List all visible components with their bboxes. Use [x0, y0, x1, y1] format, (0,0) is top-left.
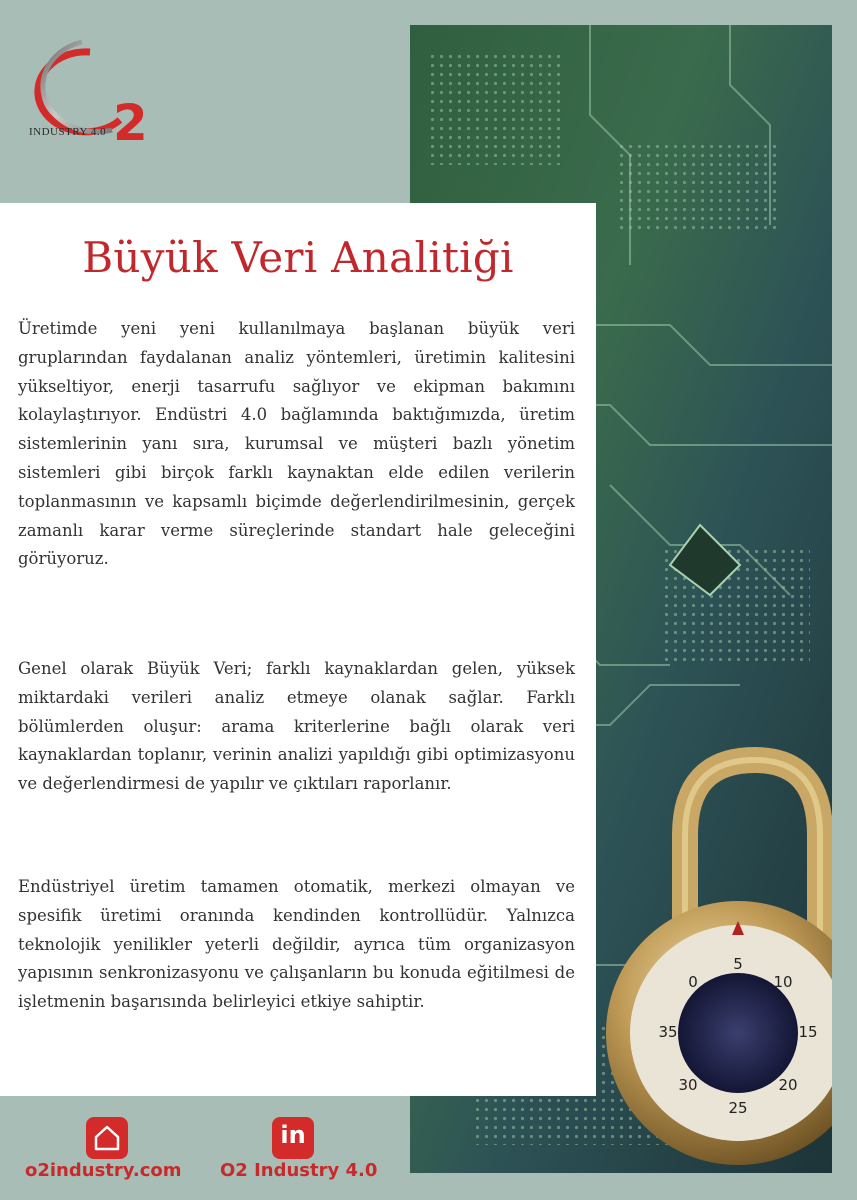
o2-industry-logo — [20, 30, 160, 150]
dial-number-20: 20 — [778, 1076, 798, 1094]
linkedin-glyph: in — [280, 1121, 306, 1149]
article-paragraph-2: Genel olarak Büyük Veri; farklı kaynaklardan gelen, yüksek miktardaki verileri analiz etmeye olanak sağlar. Farklı bölümlerden oluşur: arama kriterlerine bağlı olarak veri kaynaklardan toplanır, verinin analizi yapıldığı gibi optimizasyonu ve değerlendirmesi de yapılır ve çıktıları raporlanır. — [18, 659, 575, 794]
dial-number-5: 5 — [733, 955, 743, 973]
article-paragraph-1: Üretimde yeni yeni kullanılmaya başlanan büyük veri gruplarından faydalanan analiz yöntemleri, üretimin kalitesini yükseltiyor, enerji tasarrufu sağlıyor ve ekipman bakımını kolaylaştırıyor. Endüstri 4.0 bağlamında baktığımızda, üretim sistemlerinin yanı sıra, kurumsal ve müşteri bazlı yönetim sistemleri gibi birçok farklı kaynaktan elde edilen verilerin toplanmasının ve kapsamlı biçimde değerlendirilmesinin, gerçek zamanlı karar verme süreçlerinde standart hale geleceğini görüyoruz. — [18, 319, 575, 569]
article-paragraph-3: Endüstriyel üretim tamamen otomatik, merkezi olmayan ve spesifik üretimi oranında kendinden kontrollüdür. Yalnızca teknolojik yenilikler yeterli değildir, ayrıca tüm organizasyon yapısının senkronizasyonu ve çalışanların bu konuda eğitilmesi de işletmenin başarısında belirleyici etkiye sahiptir. — [18, 877, 575, 1012]
dial-number-35: 35 — [658, 1023, 678, 1041]
linkedin-icon[interactable] — [272, 1117, 314, 1159]
dial-number-30: 30 — [678, 1076, 698, 1094]
article-title: Büyük Veri Analitiği — [82, 233, 514, 282]
logo-number: 2 — [113, 94, 148, 150]
article-card — [0, 203, 596, 1096]
dial-number-15: 15 — [798, 1023, 818, 1041]
website-link[interactable]: o2industry.com — [25, 1160, 182, 1181]
linkedin-link[interactable]: O2 Industry 4.0 — [220, 1160, 378, 1181]
home-icon[interactable] — [86, 1117, 128, 1159]
dial-number-10: 10 — [773, 973, 793, 991]
dial-number-25: 25 — [728, 1099, 748, 1117]
logo-text: INDUSTRY 4.0 — [29, 126, 107, 138]
dial-number-0: 0 — [688, 973, 698, 991]
